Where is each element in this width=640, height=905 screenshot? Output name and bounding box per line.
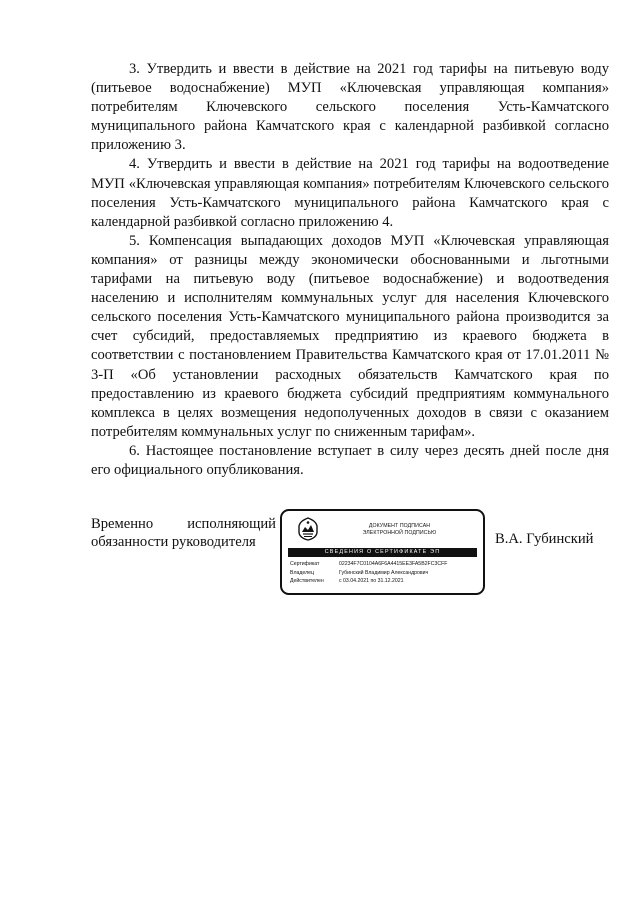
signatory-name: В.А. Губинский — [495, 531, 594, 547]
position-word-2: исполняющий — [187, 516, 276, 532]
electronic-signature-stamp — [280, 509, 485, 595]
paragraph-6: 6. Настоящее постановление вступает в силу через десять дней после дня его официального опубликования. — [91, 442, 609, 478]
paragraph-5: 5. Компенсация выпадающих доходов МУП «Ключевская управляющая компания» от разницы между экономически обоснованными и льготными тарифами на питьевую воду (питьевое водоснабжение) и водоотведения населению и исполнителям коммунальных услуг для населения Ключевского сельского поселения Усть-Камчатского муниципального района производится за счет субсидий, предоставляемых предприятию из краевого бюджета в соответствии с постановлением Правительства Камчатского края от 17.01.2011 № 3-П «Об установлении расходных обязательств Камчатского края по предоставлению из краевого бюджета субсидий предприятиям коммунального комплекса в целях возмещения недополученных доходов в связи с оказанием потребителям коммунальных услуг по сниженным тарифам». — [91, 232, 609, 440]
coat-of-arms-icon — [297, 517, 319, 541]
signatory-position-line2: обязанности руководителя — [91, 534, 256, 550]
document-body — [91, 60, 609, 480]
stamp-certificate-bar: СВЕДЕНИЯ О СЕРТИФИКАТЕ ЭП — [288, 548, 477, 557]
stamp-row-owner — [290, 569, 447, 578]
stamp-header — [327, 523, 472, 537]
position-word-1: Временно — [91, 516, 154, 532]
stamp-row-label: Действителен — [290, 578, 324, 584]
stamp-header-line2: ЭЛЕКТРОННОЙ ПОДПИСЬЮ — [362, 530, 437, 536]
signatory-position — [91, 515, 276, 551]
stamp-certificate-details — [290, 560, 447, 586]
stamp-row-certificate — [290, 560, 447, 569]
stamp-row-validity — [290, 577, 447, 586]
stamp-row-label: Владелец — [290, 569, 314, 576]
stamp-row-label: Сертификат — [290, 561, 320, 567]
stamp-row-value: с 03.04.2021 по 31.12.2021 — [339, 578, 404, 584]
paragraph-4: 4. Утвердить и ввести в действие на 2021 год тарифы на водоотведение МУП «Ключевская управляющая компания» потребителям Ключевского сельского поселения Усть-Камчатского муниципального района Камчатского края с календарной разбивкой согласно приложению 4. — [91, 156, 609, 230]
stamp-row-value: Губинский Владимир Александрович — [339, 569, 429, 576]
paragraph-3: 3. Утвердить и ввести в действие на 2021 год тарифы на питьевую воду (питьевое водоснабжение) МУП «Ключевская управляющая компания» потребителям Ключевского сельского поселения Усть-Камчатского муниципального района Камчатского края с календарной разбивкой согласно приложению 3. — [91, 61, 609, 154]
stamp-header-line1: ДОКУМЕНТ ПОДПИСАН — [368, 523, 431, 529]
signatory-position-line1 — [91, 515, 276, 533]
stamp-row-value: 02234F7C0104A6F6A4415EE3FA5B2FC3CFF — [339, 561, 448, 567]
